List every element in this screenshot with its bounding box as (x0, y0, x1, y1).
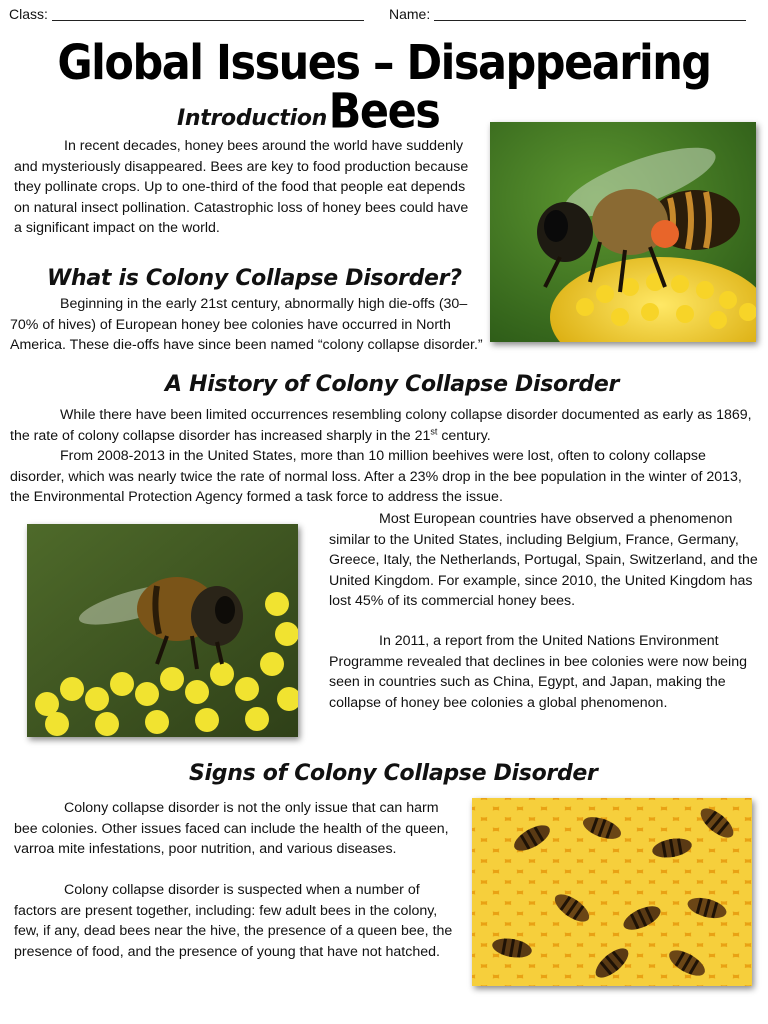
name-label: Name: (389, 6, 431, 22)
history-p1-superscript: st (430, 425, 438, 436)
signs-paragraph-1: Colony collapse disorder is not the only issue that can harm bee colonies. Other issues faced can include the health of the queen, varroa mite infestations, poor nutrition, and various diseases. (14, 800, 449, 858)
bee-on-flower-photo (490, 122, 756, 342)
class-blank-line (52, 6, 364, 21)
introduction-text: In recent decades, honey bees around the world have suddenly and mysteriously disappeared. Bees are key to food production because they pollinate crops. Up to one-third of the food that people eat depends on natural insect pollination. Catastrophic loss of honey bees could have a significant impact on the world. (14, 138, 469, 237)
honeycomb-illustration (472, 798, 752, 986)
bees-on-honeycomb-photo (472, 798, 752, 986)
history-paragraph-1 (10, 405, 758, 446)
what-is-ccd-text: Beginning in the early 21st century, abnormally high die-offs (30–70% of hives) of European honey bee colonies have occurred in North America. These die-offs have since been named “colony collapse disorder.” (10, 296, 483, 354)
history-heading: A History of Colony Collapse Disorder (165, 372, 620, 397)
history-paragraph-2: From 2008-2013 in the United States, more than 10 million beehives were lost, often to colony collapse disorder, which was nearly twice the rate of normal loss. After a 23% drop in the bee population in the winter of 2013, the Environmental Protection Agency formed a task force to address the issue. (10, 448, 742, 506)
signs-heading: Signs of Colony Collapse Disorder (189, 761, 598, 786)
bee-photo-illustration (490, 122, 756, 342)
name-blank-line (434, 6, 746, 21)
history-paragraph-4: In 2011, a report from the United Nations Environment Programme revealed that declines in bee colonies were now being seen in countries such as China, Egypt, and Japan, making the collapse of honey bee colonies a global phenomenon. (329, 633, 747, 711)
history-p1-text: While there have been limited occurrences resembling colony collapse disorder documented as early as 1869, the rate of colony collapse disorder has increased sharply in the 21 (10, 407, 752, 444)
class-label: Class: (9, 6, 48, 22)
page-title: Global Issues – Disappearing Bees (57, 35, 711, 140)
introduction-heading: Introduction (177, 106, 328, 131)
signs-paragraph-2: Colony collapse disorder is suspected when a number of factors are present together, including: few adult bees in the colony, few, if any, dead bees near the hive, the presence of a queen bee, the presence of food, and the presence of young that have not hatched. (14, 882, 453, 960)
name-field (389, 6, 746, 22)
class-field (9, 6, 364, 22)
history-p1-tail: century. (437, 427, 491, 444)
bee-on-goldenrod-photo (27, 524, 298, 737)
bee-goldenrod-illustration (27, 524, 298, 737)
what-is-ccd-heading: What is Colony Collapse Disorder? (47, 266, 462, 291)
history-paragraph-3: Most European countries have observed a phenomenon similar to the United States, including Belgium, France, Germany, Greece, Italy, the Netherlands, Portugal, Spain, Switzerland, and the United Kingdom. For example, since 2010, the United Kingdom has lost 45% of its commercial honey bees. (329, 511, 758, 610)
